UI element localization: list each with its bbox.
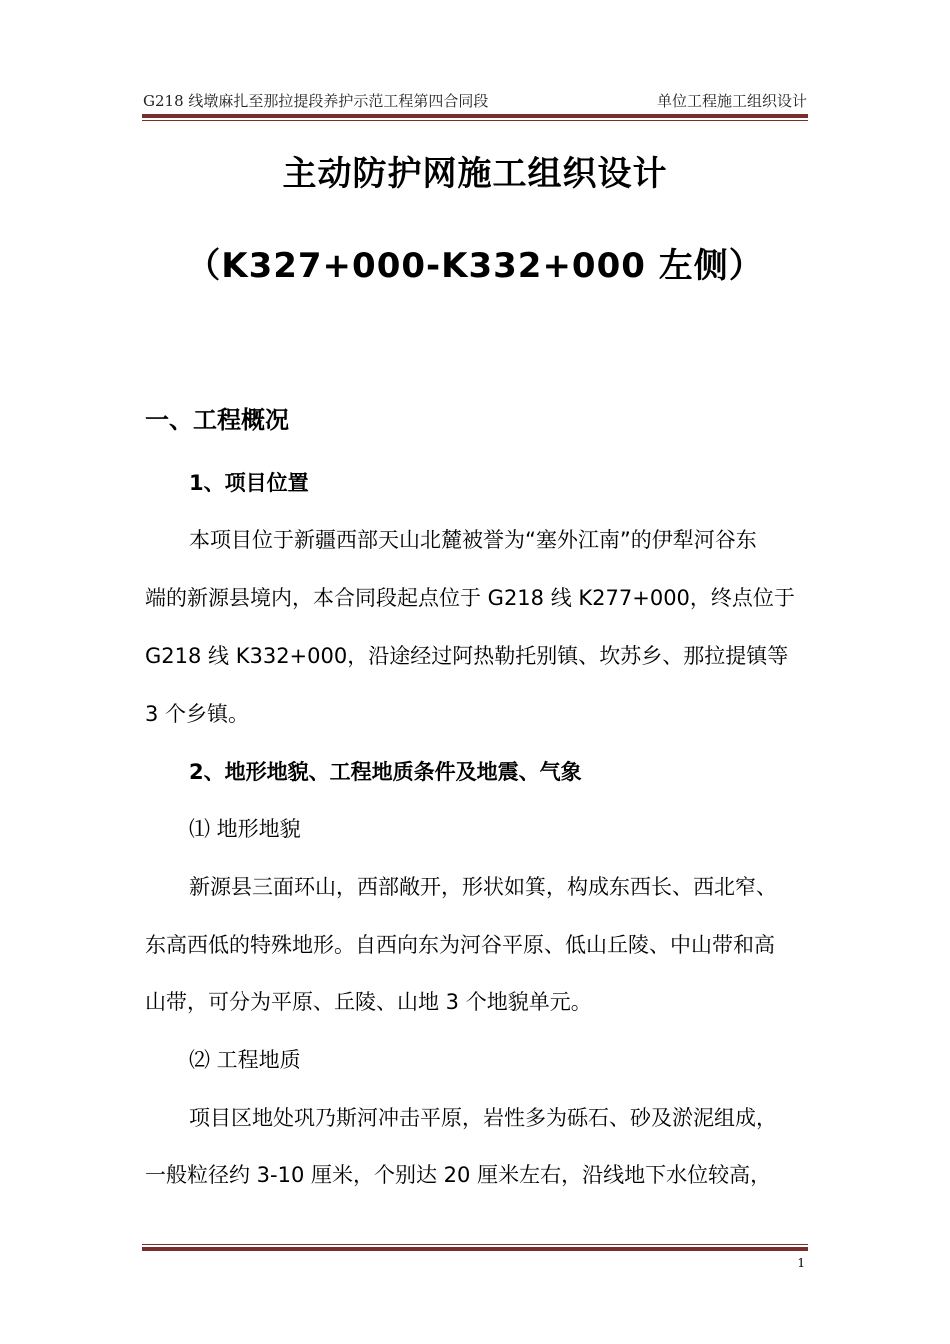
paragraph-line: 端的新源县境内，本合同段起点位于 G218 线 K277+000，终点位于 bbox=[145, 586, 795, 610]
paragraph-line: 新源县三面环山，西部敞开，形状如箕，构成东西长、西北窄、 bbox=[189, 875, 777, 899]
subsection-heading-location: 1、项目位置 bbox=[189, 471, 309, 495]
item-label-geology: ⑵ 工程地质 bbox=[189, 1048, 301, 1072]
paragraph-line: 东高西低的特殊地形。自西向东为河谷平原、低山丘陵、中山带和高 bbox=[145, 933, 775, 957]
subsection-heading-terrain-geology: 2、地形地貌、工程地质条件及地震、气象 bbox=[189, 760, 582, 784]
paragraph-line: 山带，可分为平原、丘陵、山地 3 个地貌单元。 bbox=[145, 990, 592, 1014]
header-project-name: G218 线墩麻扎至那拉提段养护示范工程第四合同段 bbox=[143, 92, 489, 110]
paragraph-line: 3 个乡镇。 bbox=[145, 702, 250, 726]
paragraph-line: 一般粒径约 3-10 厘米，个别达 20 厘米左右，沿线地下水位较高， bbox=[145, 1163, 772, 1187]
section-heading-overview: 一、工程概况 bbox=[145, 406, 289, 434]
paragraph-line: 本项目位于新疆西部天山北麓被誉为“塞外江南”的伊犁河谷东 bbox=[189, 528, 757, 552]
paragraph-line: G218 线 K332+000，沿途经过阿热勒托别镇、坎苏乡、那拉提镇等 bbox=[145, 644, 789, 668]
document-title: 主动防护网施工组织设计 bbox=[282, 154, 668, 194]
document-subtitle: （K327+000-K332+000 左侧） bbox=[186, 246, 764, 286]
footer-rule bbox=[142, 1244, 808, 1251]
header-document-type: 单位工程施工组织设计 bbox=[656, 92, 807, 110]
header-rule bbox=[142, 114, 808, 121]
page-number: 1 bbox=[797, 1256, 805, 1270]
paragraph-line: 项目区地处巩乃斯河冲击平原，岩性多为砾石、砂及淤泥组成， bbox=[189, 1106, 777, 1130]
item-label-landform: ⑴ 地形地貌 bbox=[189, 817, 301, 841]
